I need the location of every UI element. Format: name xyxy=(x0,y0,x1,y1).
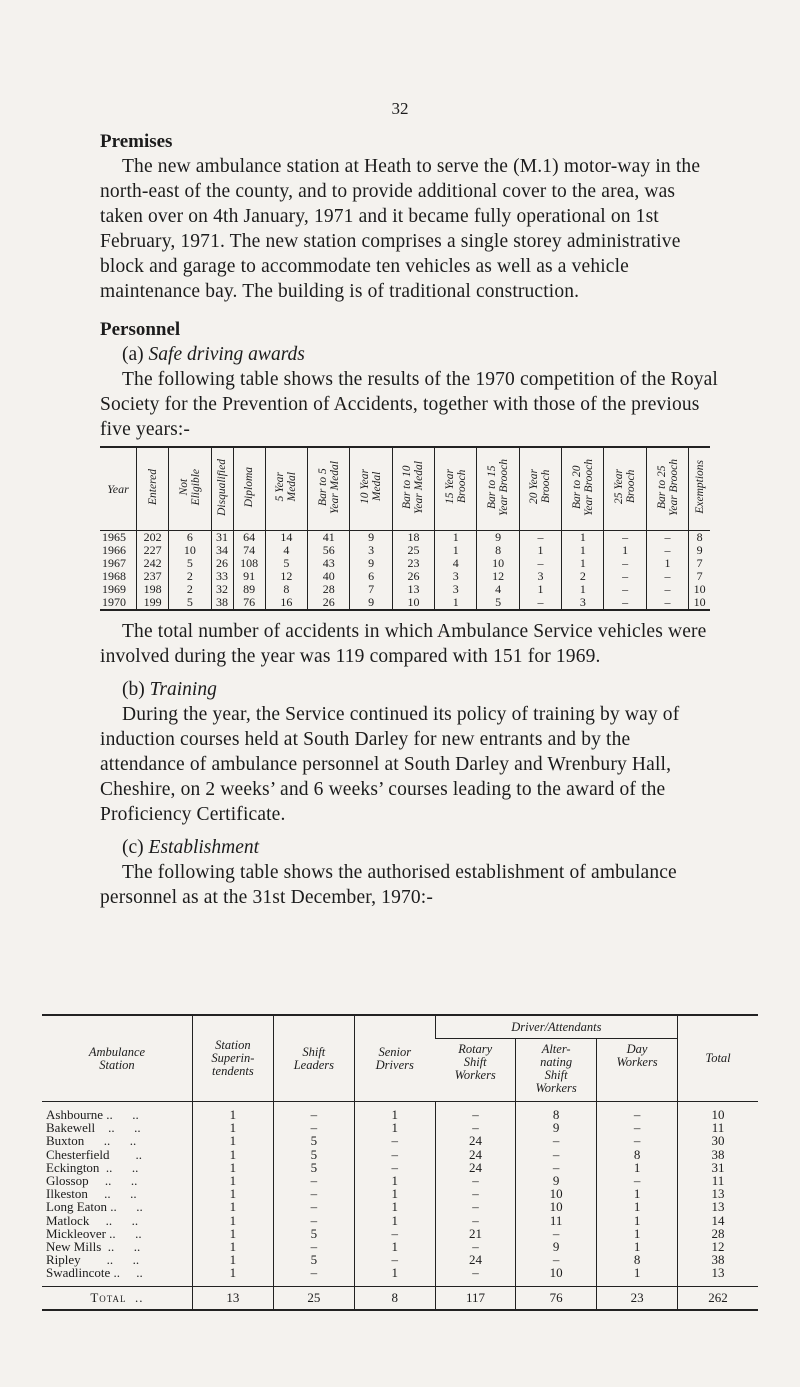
awards-header-label: Bar to 10 Year Medal xyxy=(401,460,426,514)
awards-cell: – xyxy=(604,557,646,570)
establishment-cell: 10 xyxy=(678,1108,758,1121)
awards-cell: 10 xyxy=(392,596,434,610)
establishment-cell: 10 xyxy=(516,1187,597,1200)
awards-cell: 7 xyxy=(689,557,710,570)
station-name-cell: Mickleover .. .. xyxy=(46,1225,142,1241)
establishment-cell: 1 xyxy=(354,1214,435,1227)
awards-header-label: Exemptions xyxy=(693,460,706,514)
awards-cell: 1 xyxy=(604,544,646,557)
awards-header-13 xyxy=(646,447,688,531)
establishment-cell: 11 xyxy=(678,1121,758,1134)
awards-cell: 227 xyxy=(137,544,169,557)
awards-cell: 1 xyxy=(562,557,604,570)
safe-driving-awards-table xyxy=(100,446,710,611)
establishment-cell: 1 xyxy=(192,1214,273,1227)
awards-cell: 8 xyxy=(477,544,519,557)
awards-cell: 6 xyxy=(169,531,211,545)
establishment-cell: – xyxy=(354,1134,435,1147)
establishment-cell: – xyxy=(273,1266,354,1279)
awards-year-cell: 1970 xyxy=(100,596,137,610)
awards-cell: 12 xyxy=(477,570,519,583)
awards-row xyxy=(100,531,710,545)
establishment-cell: 1 xyxy=(597,1266,678,1279)
awards-cell: 10 xyxy=(689,596,710,610)
establishment-row xyxy=(42,1227,758,1240)
awards-cell: – xyxy=(646,596,688,610)
establishment-cell: 38 xyxy=(678,1253,758,1266)
awards-header-label: 25 Year Brooch xyxy=(613,469,638,505)
awards-header-10 xyxy=(519,447,561,531)
awards-header-7 xyxy=(392,447,434,531)
awards-cell: 16 xyxy=(265,596,307,610)
establishment-cell: 24 xyxy=(435,1161,515,1174)
awards-cell: 25 xyxy=(392,544,434,557)
awards-header-label: 5 Year Medal xyxy=(274,472,299,502)
premises-paragraph: The new ambulance station at Heath to serve the (M.1) motor-way in the north-east of the county, and to provide additional cover to the area, was taken over on 4th January, 1971 and it became fully operational on 1st February, 1971. The new station comprises a single storey administrative block and garage to accommodate ten vehicles as well as a vehicle maintenance bay. The building is of traditional construction. xyxy=(100,156,701,302)
awards-cell: 7 xyxy=(350,583,392,596)
awards-header-label: 20 Year Brooch xyxy=(528,469,553,505)
establishment-row xyxy=(42,1266,758,1279)
awards-cell: 5 xyxy=(169,596,211,610)
awards-header-label: 10 Year Medal xyxy=(359,469,384,505)
establishment-cell: – xyxy=(516,1253,597,1266)
awards-cell: 8 xyxy=(265,583,307,596)
awards-cell: 3 xyxy=(435,570,477,583)
awards-cell: – xyxy=(646,583,688,596)
establishment-cell: – xyxy=(597,1174,678,1187)
establishment-row xyxy=(42,1253,758,1266)
establishment-cell: 1 xyxy=(192,1266,273,1279)
establishment-cell: – xyxy=(273,1121,354,1134)
establishment-cell: 13 xyxy=(678,1266,758,1279)
awards-cell: 9 xyxy=(477,531,519,545)
subsection-b-title: Training xyxy=(149,679,217,700)
awards-header-11 xyxy=(562,447,604,531)
establishment-cell: – xyxy=(435,1187,515,1200)
awards-cell: 5 xyxy=(265,557,307,570)
establishment-cell: – xyxy=(273,1214,354,1227)
awards-cell: 199 xyxy=(137,596,169,610)
total-label-cell: Total .. xyxy=(42,1286,192,1310)
station-name-cell: Ripley .. .. xyxy=(46,1252,140,1268)
awards-header-1 xyxy=(169,447,211,531)
station-name-cell: Chesterfield .. xyxy=(46,1146,143,1162)
personnel-heading: Personnel xyxy=(100,319,181,340)
awards-year-cell: 1965 xyxy=(100,531,137,545)
awards-cell: 10 xyxy=(477,557,519,570)
awards-cell: – xyxy=(604,583,646,596)
establishment-cell: – xyxy=(435,1121,515,1134)
awards-header-6 xyxy=(350,447,392,531)
establishment-row xyxy=(42,1134,758,1147)
establishment-cell: – xyxy=(516,1227,597,1240)
establishment-row xyxy=(42,1174,758,1187)
header-senior-drivers: Senior Drivers xyxy=(354,1015,435,1102)
establishment-cell: 1 xyxy=(192,1108,273,1121)
awards-cell: 12 xyxy=(265,570,307,583)
establishment-row xyxy=(42,1200,758,1213)
total-cell: 262 xyxy=(678,1286,758,1310)
establishment-cell: 1 xyxy=(597,1240,678,1253)
awards-cell: 1 xyxy=(435,531,477,545)
establishment-cell: – xyxy=(435,1174,515,1187)
station-name-cell: New Mills .. .. xyxy=(46,1239,141,1255)
establishment-cell: 1 xyxy=(354,1200,435,1213)
awards-cell: 33 xyxy=(211,570,233,583)
awards-cell: 26 xyxy=(211,557,233,570)
establishment-table xyxy=(42,1014,758,1311)
subsection-b-heading xyxy=(100,677,720,702)
station-name-cell: Long Eaton .. .. xyxy=(46,1199,143,1215)
establishment-cell: 10 xyxy=(516,1200,597,1213)
establishment-cell: – xyxy=(435,1214,515,1227)
awards-cell: 10 xyxy=(689,583,710,596)
station-name-cell: Buxton .. .. xyxy=(46,1133,137,1149)
establishment-cell: 24 xyxy=(435,1134,515,1147)
awards-cell: 18 xyxy=(392,531,434,545)
awards-cell: – xyxy=(646,544,688,557)
awards-cell: 1 xyxy=(562,544,604,557)
awards-cell: 26 xyxy=(308,596,350,610)
establishment-cell: 1 xyxy=(192,1134,273,1147)
awards-cell: 31 xyxy=(211,531,233,545)
awards-cell: 3 xyxy=(435,583,477,596)
awards-cell: 91 xyxy=(233,570,265,583)
awards-cell: 56 xyxy=(308,544,350,557)
awards-cell: 4 xyxy=(435,557,477,570)
awards-header-2 xyxy=(211,447,233,531)
awards-header-label: Diploma xyxy=(243,466,256,508)
awards-header-9 xyxy=(477,447,519,531)
establishment-row xyxy=(42,1214,758,1227)
subsection-a-label: (a) xyxy=(122,344,144,365)
establishment-cell: 13 xyxy=(678,1187,758,1200)
total-cell: 8 xyxy=(354,1286,435,1310)
establishment-cell: – xyxy=(597,1108,678,1121)
awards-header-8 xyxy=(435,447,477,531)
establishment-cell: 1 xyxy=(354,1121,435,1134)
establishment-cell: 9 xyxy=(516,1174,597,1187)
awards-cell: 237 xyxy=(137,570,169,583)
establishment-row xyxy=(42,1161,758,1174)
establishment-cell: 1 xyxy=(192,1148,273,1161)
establishment-cell: 1 xyxy=(192,1174,273,1187)
awards-header-0 xyxy=(137,447,169,531)
establishment-cell: – xyxy=(354,1227,435,1240)
establishment-cell: – xyxy=(354,1253,435,1266)
establishment-cell: – xyxy=(516,1134,597,1147)
establishment-cell: – xyxy=(354,1148,435,1161)
establishment-cell: 24 xyxy=(435,1253,515,1266)
establishment-cell: – xyxy=(354,1161,435,1174)
awards-cell: 8 xyxy=(689,531,710,545)
establishment-cell: 5 xyxy=(273,1227,354,1240)
awards-cell: 26 xyxy=(392,570,434,583)
establishment-row xyxy=(42,1121,758,1134)
awards-header-label: 15 Year Brooch xyxy=(443,469,468,505)
awards-cell: 64 xyxy=(233,531,265,545)
awards-cell: 202 xyxy=(137,531,169,545)
awards-cell: 32 xyxy=(211,583,233,596)
awards-header-row xyxy=(100,447,710,531)
awards-cell: 38 xyxy=(211,596,233,610)
station-name-cell: Glossop .. .. xyxy=(46,1173,138,1189)
awards-row xyxy=(100,596,710,610)
station-name-cell: Ilkeston .. .. xyxy=(46,1186,137,1202)
establishment-cell: 1 xyxy=(354,1108,435,1121)
awards-cell: 1 xyxy=(646,557,688,570)
establishment-cell: 1 xyxy=(354,1187,435,1200)
establishment-cell: 12 xyxy=(678,1240,758,1253)
establishment-cell: 24 xyxy=(435,1148,515,1161)
awards-cell: 28 xyxy=(308,583,350,596)
establishment-cell: 8 xyxy=(597,1253,678,1266)
establishment-cell: – xyxy=(597,1134,678,1147)
awards-cell: – xyxy=(604,570,646,583)
subsection-c-title: Establishment xyxy=(148,837,260,858)
establishment-cell: 8 xyxy=(516,1108,597,1121)
awards-header-label: Not Eligible xyxy=(177,468,202,506)
header-driver-attendants: Driver/Attendants xyxy=(435,1015,677,1039)
establishment-cell: – xyxy=(435,1266,515,1279)
awards-header-label: Bar to 20 Year Brooch xyxy=(570,458,595,516)
awards-header-year: Year xyxy=(100,447,137,531)
awards-cell: 9 xyxy=(350,557,392,570)
awards-cell: 41 xyxy=(308,531,350,545)
establishment-cell: 28 xyxy=(678,1227,758,1240)
awards-header-label: Bar to 15 Year Brooch xyxy=(486,458,511,516)
establishment-cell: 9 xyxy=(516,1121,597,1134)
awards-header-12 xyxy=(604,447,646,531)
accidents-paragraph: The total number of accidents in which Ambulance Service vehicles were involved during the year was 119 compared with 151 for 1969. xyxy=(100,621,707,667)
establishment-cell: 1 xyxy=(192,1227,273,1240)
total-cell: 23 xyxy=(597,1286,678,1310)
page-number: 32 xyxy=(391,99,409,118)
establishment-cell: 1 xyxy=(192,1253,273,1266)
awards-cell: 1 xyxy=(435,596,477,610)
awards-cell: 108 xyxy=(233,557,265,570)
establishment-cell: – xyxy=(435,1108,515,1121)
establishment-cell: 1 xyxy=(597,1200,678,1213)
subsection-a-heading xyxy=(100,342,720,367)
awards-header-4 xyxy=(265,447,307,531)
establishment-row xyxy=(42,1148,758,1161)
awards-cell: – xyxy=(604,596,646,610)
establishment-cell: – xyxy=(273,1108,354,1121)
awards-cell: 9 xyxy=(350,531,392,545)
establishment-cell: 9 xyxy=(516,1240,597,1253)
awards-cell: 9 xyxy=(689,544,710,557)
awards-cell: 14 xyxy=(265,531,307,545)
header-shift-leaders: Shift Leaders xyxy=(273,1015,354,1102)
header-day: Day Workers xyxy=(597,1039,678,1102)
awards-cell: – xyxy=(646,570,688,583)
awards-cell: 89 xyxy=(233,583,265,596)
awards-cell: 76 xyxy=(233,596,265,610)
establishment-cell: 1 xyxy=(597,1227,678,1240)
subsection-b-label: (b) xyxy=(122,679,145,700)
establishment-intro-paragraph: The following table shows the authorised establishment of ambulance personnel as at the 31st December, 1970:- xyxy=(100,862,677,908)
awards-cell: 198 xyxy=(137,583,169,596)
awards-cell: 5 xyxy=(477,596,519,610)
awards-cell: 13 xyxy=(392,583,434,596)
establishment-cell: 1 xyxy=(192,1161,273,1174)
awards-cell: 34 xyxy=(211,544,233,557)
establishment-row xyxy=(42,1240,758,1253)
establishment-cell: – xyxy=(273,1174,354,1187)
awards-header-label: Bar to 5 Year Medal xyxy=(316,460,341,514)
total-cell: 76 xyxy=(516,1286,597,1310)
awards-cell: 9 xyxy=(350,596,392,610)
header-alternating: Alter- nating Shift Workers xyxy=(516,1039,597,1102)
establishment-cell: 5 xyxy=(273,1161,354,1174)
establishment-cell: 1 xyxy=(597,1214,678,1227)
awards-cell: 2 xyxy=(562,570,604,583)
awards-cell: 1 xyxy=(562,583,604,596)
station-name-cell: Eckington .. .. xyxy=(46,1159,139,1175)
station-name-cell: Matlock .. .. xyxy=(46,1212,139,1228)
establishment-cell: 11 xyxy=(516,1214,597,1227)
awards-year-cell: 1968 xyxy=(100,570,137,583)
subsection-c-label: (c) xyxy=(122,837,144,858)
awards-cell: 1 xyxy=(519,544,561,557)
header-total: Total xyxy=(678,1015,758,1102)
awards-cell: 6 xyxy=(350,570,392,583)
establishment-header-row-1 xyxy=(42,1015,758,1039)
establishment-cell: 1 xyxy=(354,1174,435,1187)
establishment-cell: 21 xyxy=(435,1227,515,1240)
establishment-cell: – xyxy=(516,1148,597,1161)
establishment-cell: – xyxy=(273,1187,354,1200)
establishment-row xyxy=(42,1187,758,1200)
station-name-cell: Bakewell .. .. xyxy=(46,1120,141,1136)
subsection-a-title: Safe driving awards xyxy=(148,344,305,365)
awards-cell: 242 xyxy=(137,557,169,570)
establishment-cell: 1 xyxy=(192,1240,273,1253)
awards-cell: 1 xyxy=(519,583,561,596)
establishment-cell: – xyxy=(273,1200,354,1213)
awards-cell: 2 xyxy=(169,570,211,583)
awards-cell: 40 xyxy=(308,570,350,583)
awards-cell: 1 xyxy=(562,531,604,545)
total-cell: 25 xyxy=(273,1286,354,1310)
header-rotary: Rotary Shift Workers xyxy=(454,1042,496,1082)
establishment-cell: – xyxy=(435,1240,515,1253)
total-cell: 13 xyxy=(192,1286,273,1310)
establishment-cell: 5 xyxy=(273,1134,354,1147)
awards-cell: 3 xyxy=(562,596,604,610)
station-name-cell: Swadlincote .. .. xyxy=(46,1265,143,1281)
awards-cell: 74 xyxy=(233,544,265,557)
awards-header-3 xyxy=(233,447,265,531)
establishment-cell: 11 xyxy=(678,1174,758,1187)
awards-cell: 4 xyxy=(477,583,519,596)
establishment-cell: 10 xyxy=(516,1266,597,1279)
awards-header-14 xyxy=(689,447,710,531)
establishment-cell: 14 xyxy=(678,1214,758,1227)
awards-cell: 23 xyxy=(392,557,434,570)
station-name-cell: Ashbourne .. .. xyxy=(46,1107,139,1122)
total-cell: 117 xyxy=(435,1286,515,1310)
establishment-cell: 1 xyxy=(192,1121,273,1134)
establishment-total-row xyxy=(42,1286,758,1310)
awards-year-cell: 1966 xyxy=(100,544,137,557)
establishment-cell: 1 xyxy=(597,1187,678,1200)
awards-cell: – xyxy=(519,557,561,570)
awards-header-label: Disqualified xyxy=(216,458,229,516)
establishment-cell: 1 xyxy=(192,1200,273,1213)
subsection-c-heading xyxy=(100,835,720,860)
establishment-cell: – xyxy=(516,1161,597,1174)
training-paragraph: During the year, the Service continued its policy of training by way of induction courses held at South Darley for new entrants and by the attendance of ambulance personnel at South Darley and Wrenbury Hall, Cheshire, on 2 weeks’ and 6 weeks’ courses leading to the award of the Proficiency Certificate. xyxy=(100,704,680,825)
awards-cell: 43 xyxy=(308,557,350,570)
awards-cell: 10 xyxy=(169,544,211,557)
establishment-cell: 30 xyxy=(678,1134,758,1147)
awards-cell: 7 xyxy=(689,570,710,583)
awards-header-5 xyxy=(308,447,350,531)
awards-year-cell: 1967 xyxy=(100,557,137,570)
premises-heading: Premises xyxy=(100,131,173,152)
awards-cell: 2 xyxy=(169,583,211,596)
awards-cell: – xyxy=(519,531,561,545)
header-station: Ambulance Station xyxy=(88,1044,146,1072)
awards-cell: – xyxy=(646,531,688,545)
awards-cell: – xyxy=(519,596,561,610)
awards-year-cell: 1969 xyxy=(100,583,137,596)
awards-cell: 5 xyxy=(169,557,211,570)
awards-cell: 3 xyxy=(519,570,561,583)
establishment-cell: 1 xyxy=(354,1266,435,1279)
awards-cell: 1 xyxy=(435,544,477,557)
establishment-cell: 38 xyxy=(678,1148,758,1161)
establishment-cell: 5 xyxy=(273,1253,354,1266)
awards-intro-paragraph: The following table shows the results of the 1970 competition of the Royal Society for the Prevention of Accidents, together with those of the previous five years:- xyxy=(100,369,718,440)
establishment-cell: – xyxy=(435,1200,515,1213)
establishment-cell: 5 xyxy=(273,1148,354,1161)
establishment-cell: 31 xyxy=(678,1161,758,1174)
awards-cell: – xyxy=(604,531,646,545)
awards-cell: 4 xyxy=(265,544,307,557)
awards-header-label: Entered xyxy=(146,469,159,505)
establishment-cell: 1 xyxy=(192,1187,273,1200)
awards-header-label: Bar to 25 Year Brooch xyxy=(655,458,680,516)
establishment-cell: 8 xyxy=(597,1148,678,1161)
establishment-cell: – xyxy=(597,1121,678,1134)
header-superintendents: Station Superin- tendents xyxy=(192,1015,273,1102)
page-content xyxy=(100,130,720,910)
establishment-cell: – xyxy=(273,1240,354,1253)
establishment-cell: 1 xyxy=(597,1161,678,1174)
awards-cell: 3 xyxy=(350,544,392,557)
establishment-cell: 13 xyxy=(678,1200,758,1213)
establishment-row xyxy=(42,1108,758,1121)
establishment-cell: 1 xyxy=(354,1240,435,1253)
